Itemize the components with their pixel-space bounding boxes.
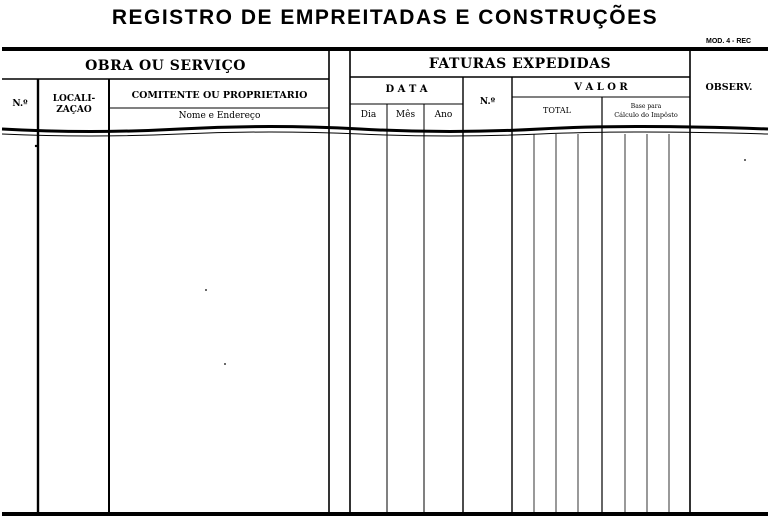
obra-section-title: OBRA OU SERVIÇO bbox=[85, 58, 246, 74]
speck bbox=[744, 159, 746, 161]
mes-header: Mês bbox=[395, 110, 416, 120]
model-code: MOD. 4 - REC bbox=[706, 38, 752, 45]
speck bbox=[224, 363, 226, 365]
localizacao-header-line2: ZAÇAO bbox=[56, 105, 92, 115]
numero-header: N.º bbox=[12, 99, 28, 109]
ano-header: Ano bbox=[434, 110, 453, 120]
total-header: TOTAL bbox=[543, 106, 571, 115]
dia-header: Dia bbox=[360, 110, 377, 120]
nome-endereco-header: Nome e Endereço bbox=[178, 111, 261, 121]
base-header-line1: Base para bbox=[630, 103, 662, 110]
comitente-header: COMITENTE OU PROPRIETARIO bbox=[131, 90, 308, 101]
faturas-section-title: FATURAS EXPEDIDAS bbox=[428, 56, 612, 72]
data-header: D A T A bbox=[385, 84, 428, 95]
speck bbox=[205, 289, 207, 291]
localizacao-header-line1: LOCALI- bbox=[52, 94, 96, 104]
numero-fatura-header: N.º bbox=[479, 97, 496, 107]
speck bbox=[35, 145, 37, 147]
observacoes-header: OBSERV. bbox=[705, 82, 753, 93]
bottom-rule bbox=[2, 512, 768, 516]
form-title: REGISTRO DE EMPREITADAS E CONSTRUÇÕES bbox=[111, 6, 659, 29]
header-base-line bbox=[2, 127, 768, 132]
base-header-line2: Cálculo do Impôsto bbox=[614, 111, 678, 119]
top-rule bbox=[2, 47, 768, 51]
valor-header: V A L O R bbox=[574, 82, 628, 93]
